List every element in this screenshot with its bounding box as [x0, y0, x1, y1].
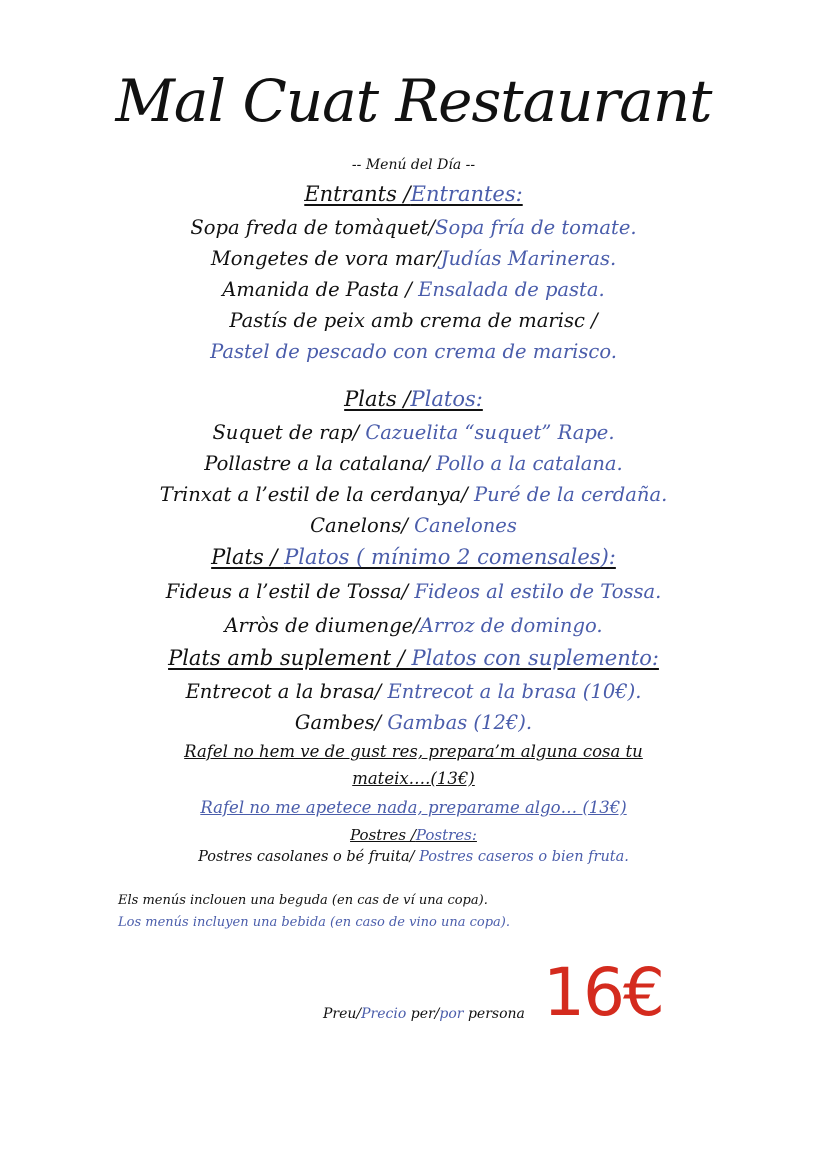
item-es: Ensalada de pasta. [418, 278, 605, 301]
menu-item [0, 680, 827, 703]
menu-item [0, 247, 827, 270]
price-label [323, 1006, 525, 1022]
plats-minimo-heading-es: Platos ( mínimo 2 comensales): [284, 545, 616, 569]
suplement-heading-es: Platos con suplemento: [411, 646, 659, 670]
item-ca: Pollastre a la catalana/ [204, 452, 437, 475]
item-ca: Amanida de Pasta / [222, 278, 419, 301]
menu-item [0, 216, 827, 239]
item-es: Judías Marineras. [440, 247, 617, 270]
item-ca: Entrecot a la brasa/ [185, 680, 388, 703]
plats-heading-ca: Plats / [344, 387, 411, 411]
menu-item [0, 421, 827, 444]
menu-item [0, 483, 827, 506]
price-amount: 16€ [543, 954, 663, 1031]
entrants-heading-ca: Entrants / [304, 182, 411, 206]
menu-item [0, 614, 827, 637]
plats-minimo-heading [0, 545, 827, 569]
item-es: Canelones [414, 514, 517, 537]
restaurant-title: Mal Cuat Restaurant [115, 67, 712, 135]
menu-item [0, 278, 827, 301]
suplement-heading [0, 646, 827, 670]
item-es: Entrecot a la brasa (10€). [387, 680, 642, 703]
price-precio: Precio [361, 1006, 407, 1022]
price-preu: Preu/ [323, 1006, 362, 1022]
item-es: Sopa fría de tomate. [435, 216, 637, 239]
note-ca: Els menús inclouen una beguda (en cas de ví una copa). [118, 893, 488, 908]
menu-item [0, 340, 827, 363]
item-es: Pollo a la catalana. [436, 452, 623, 475]
item-ca: Pastís de peix amb crema de marisc / [229, 309, 598, 332]
item-ca: Gambes/ [294, 711, 388, 734]
rafel-es: Rafel no me apetece nada, preparame algo… (13€) [200, 798, 627, 817]
entrants-heading-es: Entrantes: [410, 182, 523, 206]
item-es: Pastel de pescado con crema de marisco. [210, 340, 617, 363]
item-ca: Canelons/ [310, 514, 415, 537]
item-ca: Arròs de diumenge/ [224, 614, 420, 637]
item-ca: Postres casolanes o bé fruita/ [198, 849, 420, 865]
item-es: Arroz de domingo. [419, 614, 603, 637]
suplement-heading-ca: Plats amb suplement / [168, 646, 412, 670]
price-per: per/ [406, 1006, 440, 1022]
item-es: Fideos al estilo de Tossa. [414, 580, 662, 603]
item-ca: Suquet de rap/ [212, 421, 366, 444]
item-ca: Trinxat a l’estil de la cerdanya/ [159, 483, 474, 506]
menu-item [0, 452, 827, 475]
menu-item [0, 711, 827, 734]
rafel-ca-line1: Rafel no hem ve de gust res, prepara’m alguna cosa tu [184, 742, 643, 761]
item-es: Cazuelita “suquet” Rape. [365, 421, 615, 444]
menu-item [0, 309, 827, 332]
postres-item [0, 849, 827, 865]
postres-heading [0, 826, 827, 844]
item-ca: Fideus a l’estil de Tossa/ [165, 580, 415, 603]
rafel-ca-line2: mateix….(13€) [352, 769, 475, 788]
item-es: Postres caseros o bien fruta. [419, 849, 629, 865]
plats-minimo-heading-ca: Plats / [211, 545, 285, 569]
item-ca: Mongetes de vora mar/ [210, 247, 441, 270]
item-ca: Sopa freda de tomàquet/ [190, 216, 436, 239]
menu-subtitle: -- Menú del Día -- [351, 157, 476, 173]
plats-heading [0, 387, 827, 411]
postres-heading-ca: Postres / [350, 826, 416, 844]
price-persona: persona [463, 1006, 525, 1022]
menu-item [0, 514, 827, 537]
entrants-heading [0, 182, 827, 206]
menu-item [0, 580, 827, 603]
note-es: Los menús incluyen una bebida (en caso de vino una copa). [118, 915, 510, 930]
plats-heading-es: Platos: [410, 387, 483, 411]
postres-heading-es: Postres: [415, 826, 477, 844]
price-por: por [439, 1006, 464, 1022]
item-es: Gambas (12€). [387, 711, 533, 734]
item-es: Puré de la cerdaña. [473, 483, 668, 506]
